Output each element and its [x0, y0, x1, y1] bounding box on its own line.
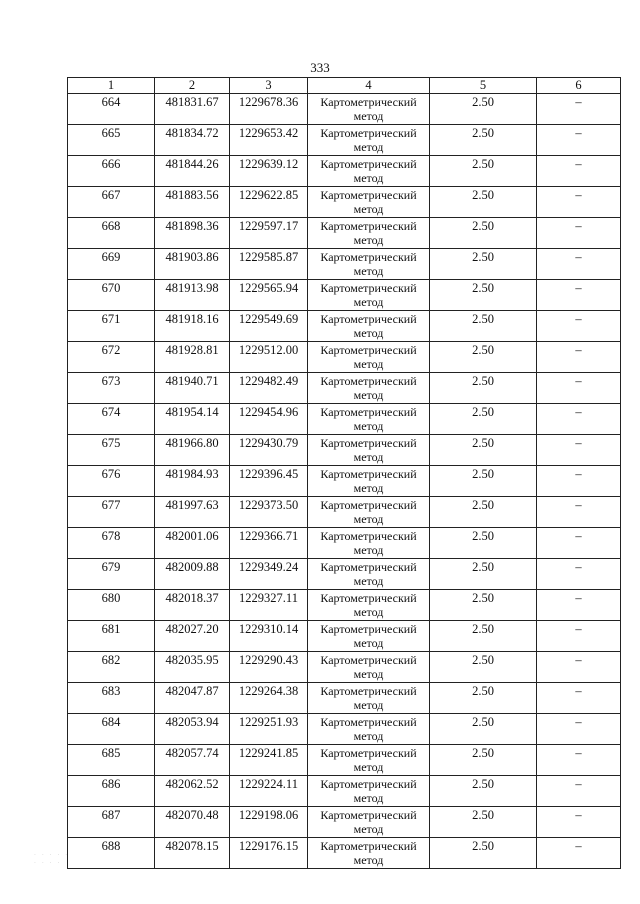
x-coordinate-cell: 481954.14 [155, 404, 230, 435]
table-row [68, 652, 621, 683]
method-line-1: Картометрический [320, 312, 417, 326]
x-coordinate-cell: 482047.87 [155, 683, 230, 714]
method-line-1: Картометрический [320, 591, 417, 605]
method-line-2: метод [353, 636, 384, 650]
x-coordinate-cell: 482027.20 [155, 621, 230, 652]
note-cell: – [537, 156, 621, 187]
note-cell: – [537, 187, 621, 218]
accuracy-cell: 2.50 [430, 528, 537, 559]
method-line-1: Картометрический [320, 653, 417, 667]
method-line-1: Картометрический [320, 157, 417, 171]
scan-artifact: · · · · · · · · · [34, 852, 70, 867]
y-coordinate-cell: 1229396.45 [230, 466, 308, 497]
note-cell: – [537, 528, 621, 559]
y-coordinate-cell: 1229585.87 [230, 249, 308, 280]
point-number-cell: 682 [68, 652, 155, 683]
table-row [68, 218, 621, 249]
note-cell: – [537, 745, 621, 776]
method-line-2: метод [353, 543, 384, 557]
note-cell: – [537, 373, 621, 404]
y-coordinate-cell: 1229366.71 [230, 528, 308, 559]
y-coordinate-cell: 1229264.38 [230, 683, 308, 714]
method-line-1: Картометрический [320, 529, 417, 543]
accuracy-cell: 2.50 [430, 187, 537, 218]
method-line-1: Картометрический [320, 467, 417, 481]
accuracy-cell: 2.50 [430, 497, 537, 528]
y-coordinate-cell: 1229176.15 [230, 838, 308, 869]
page-number: 333 [310, 60, 330, 75]
x-coordinate-cell: 481984.93 [155, 466, 230, 497]
point-number-cell: 669 [68, 249, 155, 280]
point-number-cell: 680 [68, 590, 155, 621]
method-line-2: метод [353, 357, 384, 371]
note-cell: – [537, 683, 621, 714]
method-line-2: метод [353, 140, 384, 154]
y-coordinate-cell: 1229639.12 [230, 156, 308, 187]
table-row [68, 745, 621, 776]
accuracy-cell: 2.50 [430, 342, 537, 373]
method-line-2: метод [353, 202, 384, 216]
method-cell [308, 528, 430, 559]
point-number-cell: 667 [68, 187, 155, 218]
method-cell [308, 838, 430, 869]
point-number-cell: 686 [68, 776, 155, 807]
accuracy-cell: 2.50 [430, 249, 537, 280]
accuracy-cell: 2.50 [430, 745, 537, 776]
method-cell [308, 249, 430, 280]
x-coordinate-cell: 482009.88 [155, 559, 230, 590]
point-number-cell: 678 [68, 528, 155, 559]
note-cell: – [537, 311, 621, 342]
note-cell: – [537, 280, 621, 311]
method-cell [308, 94, 430, 125]
method-line-2: метод [353, 326, 384, 340]
x-coordinate-cell: 481883.56 [155, 187, 230, 218]
x-coordinate-cell: 482057.74 [155, 745, 230, 776]
y-coordinate-cell: 1229327.11 [230, 590, 308, 621]
accuracy-cell: 2.50 [430, 404, 537, 435]
coordinates-table [67, 77, 621, 869]
table-row [68, 187, 621, 218]
method-line-1: Картометрический [320, 250, 417, 264]
method-cell [308, 404, 430, 435]
method-line-2: метод [353, 481, 384, 495]
method-line-2: метод [353, 419, 384, 433]
method-line-2: метод [353, 295, 384, 309]
y-coordinate-cell: 1229224.11 [230, 776, 308, 807]
note-cell: – [537, 807, 621, 838]
accuracy-cell: 2.50 [430, 590, 537, 621]
column-header-6: 6 [537, 78, 621, 94]
y-coordinate-cell: 1229310.14 [230, 621, 308, 652]
point-number-cell: 666 [68, 156, 155, 187]
method-cell [308, 187, 430, 218]
y-coordinate-cell: 1229430.79 [230, 435, 308, 466]
x-coordinate-cell: 481844.26 [155, 156, 230, 187]
point-number-cell: 677 [68, 497, 155, 528]
x-coordinate-cell: 482001.06 [155, 528, 230, 559]
x-coordinate-cell: 482053.94 [155, 714, 230, 745]
method-cell [308, 311, 430, 342]
x-coordinate-cell: 482070.48 [155, 807, 230, 838]
method-line-1: Картометрический [320, 684, 417, 698]
point-number-cell: 684 [68, 714, 155, 745]
table-row [68, 125, 621, 156]
method-cell [308, 497, 430, 528]
method-line-2: метод [353, 667, 384, 681]
point-number-cell: 679 [68, 559, 155, 590]
table-row [68, 280, 621, 311]
method-cell [308, 559, 430, 590]
note-cell: – [537, 342, 621, 373]
table-row [68, 342, 621, 373]
column-header-1: 1 [68, 78, 155, 94]
method-cell [308, 621, 430, 652]
method-line-1: Картометрический [320, 281, 417, 295]
accuracy-cell: 2.50 [430, 652, 537, 683]
accuracy-cell: 2.50 [430, 435, 537, 466]
method-line-1: Картометрический [320, 839, 417, 853]
table-row [68, 714, 621, 745]
table-row [68, 94, 621, 125]
accuracy-cell: 2.50 [430, 94, 537, 125]
x-coordinate-cell: 481834.72 [155, 125, 230, 156]
column-header-2: 2 [155, 78, 230, 94]
method-line-2: метод [353, 698, 384, 712]
method-line-2: метод [353, 233, 384, 247]
x-coordinate-cell: 482035.95 [155, 652, 230, 683]
x-coordinate-cell: 481928.81 [155, 342, 230, 373]
x-coordinate-cell: 481918.16 [155, 311, 230, 342]
note-cell: – [537, 218, 621, 249]
method-line-1: Картометрический [320, 343, 417, 357]
accuracy-cell: 2.50 [430, 280, 537, 311]
accuracy-cell: 2.50 [430, 218, 537, 249]
method-line-2: метод [353, 388, 384, 402]
method-cell [308, 745, 430, 776]
y-coordinate-cell: 1229373.50 [230, 497, 308, 528]
method-line-2: метод [353, 264, 384, 278]
note-cell: – [537, 497, 621, 528]
method-cell [308, 466, 430, 497]
table-row [68, 776, 621, 807]
point-number-cell: 676 [68, 466, 155, 497]
method-line-1: Картометрический [320, 95, 417, 109]
accuracy-cell: 2.50 [430, 559, 537, 590]
accuracy-cell: 2.50 [430, 373, 537, 404]
table-row [68, 590, 621, 621]
note-cell: – [537, 838, 621, 869]
table-row [68, 683, 621, 714]
column-header-5: 5 [430, 78, 537, 94]
point-number-cell: 685 [68, 745, 155, 776]
note-cell: – [537, 94, 621, 125]
note-cell: – [537, 621, 621, 652]
table-row [68, 838, 621, 869]
method-line-2: метод [353, 729, 384, 743]
method-line-1: Картометрический [320, 498, 417, 512]
table-row [68, 466, 621, 497]
x-coordinate-cell: 481966.80 [155, 435, 230, 466]
note-cell: – [537, 559, 621, 590]
table-row [68, 807, 621, 838]
y-coordinate-cell: 1229512.00 [230, 342, 308, 373]
note-cell: – [537, 590, 621, 621]
table-header [68, 78, 621, 94]
y-coordinate-cell: 1229241.85 [230, 745, 308, 776]
method-line-1: Картометрический [320, 715, 417, 729]
method-line-2: метод [353, 512, 384, 526]
method-line-1: Картометрический [320, 808, 417, 822]
y-coordinate-cell: 1229622.85 [230, 187, 308, 218]
table-row [68, 528, 621, 559]
method-line-1: Картометрический [320, 405, 417, 419]
y-coordinate-cell: 1229653.42 [230, 125, 308, 156]
table-row [68, 497, 621, 528]
point-number-cell: 683 [68, 683, 155, 714]
method-cell [308, 373, 430, 404]
method-line-1: Картометрический [320, 746, 417, 760]
y-coordinate-cell: 1229678.36 [230, 94, 308, 125]
header-row [68, 78, 621, 94]
method-line-2: метод [353, 605, 384, 619]
point-number-cell: 672 [68, 342, 155, 373]
method-cell [308, 590, 430, 621]
method-line-2: метод [353, 109, 384, 123]
column-header-4: 4 [308, 78, 430, 94]
table-row [68, 249, 621, 280]
table-row [68, 156, 621, 187]
point-number-cell: 688 [68, 838, 155, 869]
method-line-1: Картометрический [320, 436, 417, 450]
method-line-1: Картометрический [320, 188, 417, 202]
method-cell [308, 435, 430, 466]
point-number-cell: 668 [68, 218, 155, 249]
method-cell [308, 683, 430, 714]
note-cell: – [537, 435, 621, 466]
method-line-2: метод [353, 760, 384, 774]
table-row [68, 311, 621, 342]
method-line-1: Картометрический [320, 219, 417, 233]
note-cell: – [537, 776, 621, 807]
accuracy-cell: 2.50 [430, 311, 537, 342]
accuracy-cell: 2.50 [430, 125, 537, 156]
point-number-cell: 665 [68, 125, 155, 156]
point-number-cell: 687 [68, 807, 155, 838]
note-cell: – [537, 249, 621, 280]
column-header-3: 3 [230, 78, 308, 94]
point-number-cell: 674 [68, 404, 155, 435]
x-coordinate-cell: 481913.98 [155, 280, 230, 311]
x-coordinate-cell: 481903.86 [155, 249, 230, 280]
method-cell [308, 714, 430, 745]
note-cell: – [537, 466, 621, 497]
accuracy-cell: 2.50 [430, 838, 537, 869]
point-number-cell: 673 [68, 373, 155, 404]
y-coordinate-cell: 1229290.43 [230, 652, 308, 683]
method-cell [308, 652, 430, 683]
method-line-1: Картометрический [320, 126, 417, 140]
x-coordinate-cell: 481940.71 [155, 373, 230, 404]
y-coordinate-cell: 1229565.94 [230, 280, 308, 311]
method-line-1: Картометрический [320, 622, 417, 636]
x-coordinate-cell: 481997.63 [155, 497, 230, 528]
accuracy-cell: 2.50 [430, 776, 537, 807]
point-number-cell: 664 [68, 94, 155, 125]
y-coordinate-cell: 1229597.17 [230, 218, 308, 249]
table-row [68, 621, 621, 652]
table-row [68, 559, 621, 590]
accuracy-cell: 2.50 [430, 807, 537, 838]
method-line-1: Картометрический [320, 777, 417, 791]
x-coordinate-cell: 482078.15 [155, 838, 230, 869]
accuracy-cell: 2.50 [430, 156, 537, 187]
accuracy-cell: 2.50 [430, 714, 537, 745]
method-cell [308, 280, 430, 311]
method-line-1: Картометрический [320, 560, 417, 574]
method-cell [308, 776, 430, 807]
method-line-2: метод [353, 574, 384, 588]
method-line-2: метод [353, 791, 384, 805]
point-number-cell: 671 [68, 311, 155, 342]
method-line-1: Картометрический [320, 374, 417, 388]
method-line-2: метод [353, 171, 384, 185]
note-cell: – [537, 652, 621, 683]
x-coordinate-cell: 482062.52 [155, 776, 230, 807]
point-number-cell: 675 [68, 435, 155, 466]
y-coordinate-cell: 1229198.06 [230, 807, 308, 838]
method-cell [308, 125, 430, 156]
table-row [68, 404, 621, 435]
method-cell [308, 342, 430, 373]
note-cell: – [537, 404, 621, 435]
point-number-cell: 681 [68, 621, 155, 652]
method-line-2: метод [353, 853, 384, 867]
table-row [68, 373, 621, 404]
y-coordinate-cell: 1229549.69 [230, 311, 308, 342]
accuracy-cell: 2.50 [430, 621, 537, 652]
method-cell [308, 807, 430, 838]
point-number-cell: 670 [68, 280, 155, 311]
table-body [68, 94, 621, 869]
accuracy-cell: 2.50 [430, 683, 537, 714]
x-coordinate-cell: 481831.67 [155, 94, 230, 125]
x-coordinate-cell: 482018.37 [155, 590, 230, 621]
note-cell: – [537, 125, 621, 156]
note-cell: – [537, 714, 621, 745]
method-line-2: метод [353, 822, 384, 836]
y-coordinate-cell: 1229482.49 [230, 373, 308, 404]
y-coordinate-cell: 1229349.24 [230, 559, 308, 590]
y-coordinate-cell: 1229251.93 [230, 714, 308, 745]
method-cell [308, 218, 430, 249]
table-row [68, 435, 621, 466]
method-line-2: метод [353, 450, 384, 464]
y-coordinate-cell: 1229454.96 [230, 404, 308, 435]
x-coordinate-cell: 481898.36 [155, 218, 230, 249]
method-cell [308, 156, 430, 187]
accuracy-cell: 2.50 [430, 466, 537, 497]
